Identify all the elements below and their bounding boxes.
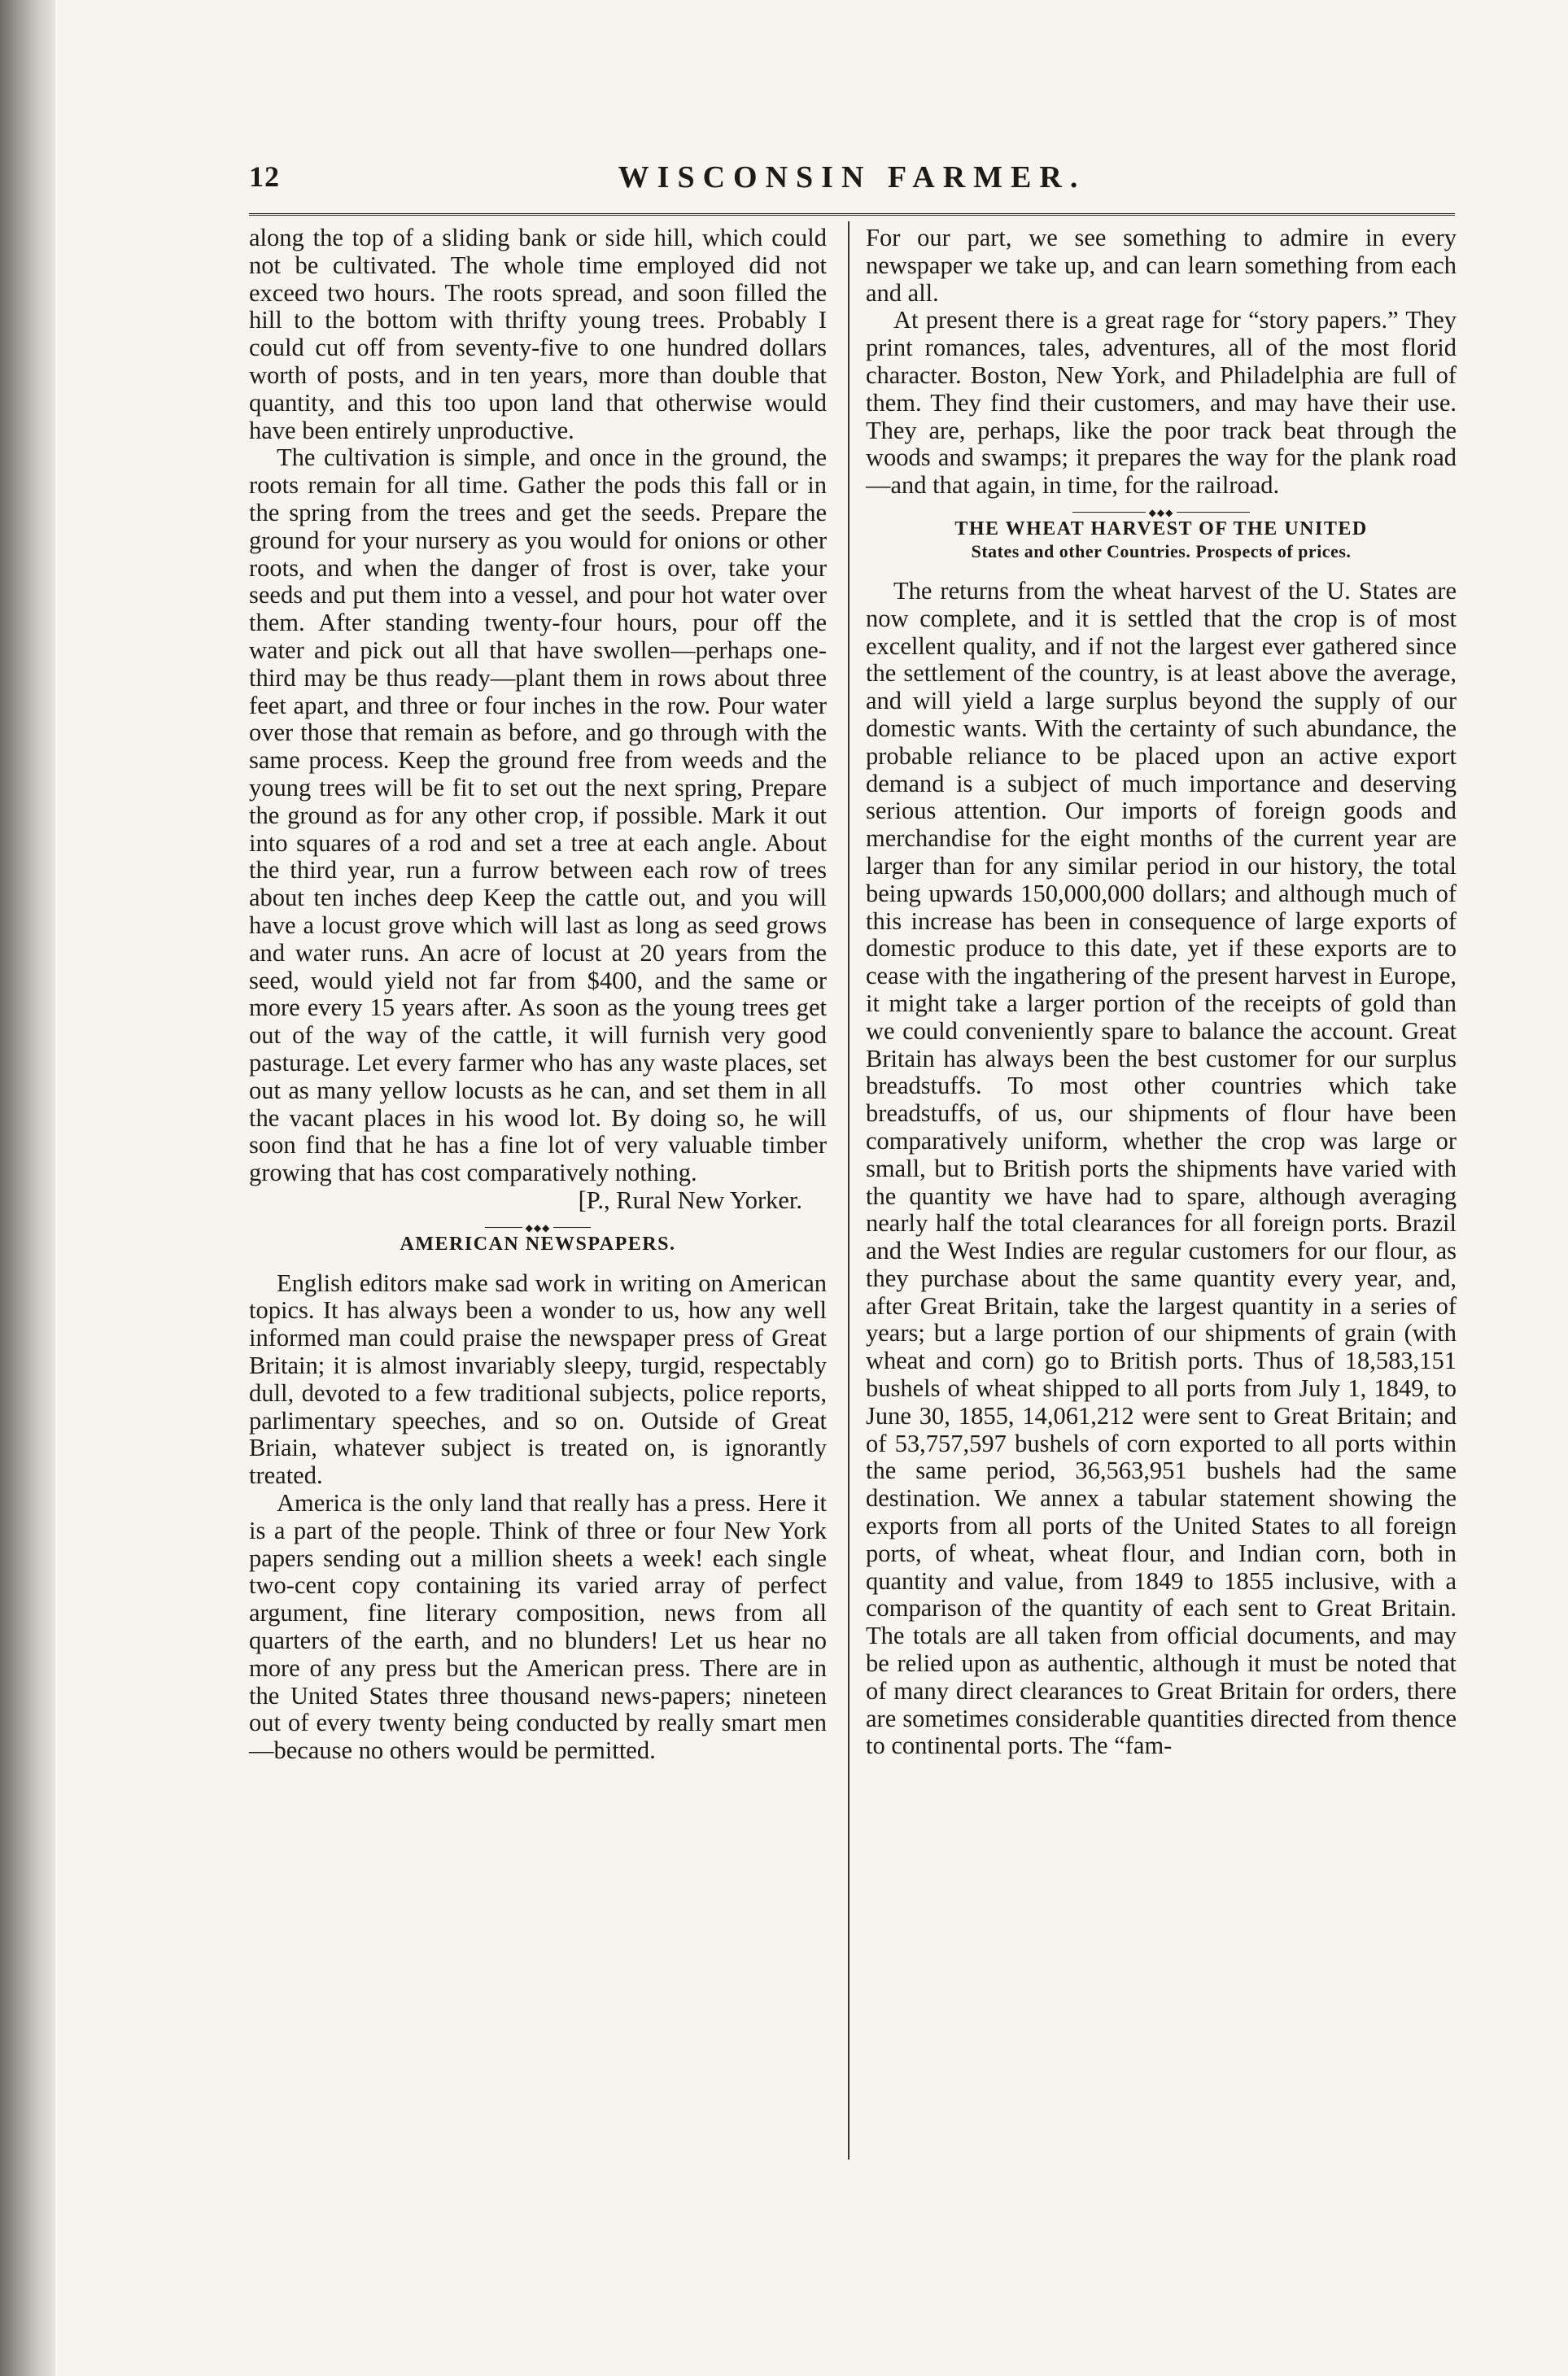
- header-rule: [249, 213, 1455, 216]
- left-column: [249, 225, 827, 1765]
- section-heading-american-newspapers: [249, 1223, 827, 1256]
- section-title: THE WHEAT HARVEST OF THE UNITED: [954, 518, 1368, 539]
- section-subtitle: States and other Countries. Prospects of prices.: [971, 540, 1352, 561]
- page-header: [249, 159, 1455, 200]
- heading-ornament: ◆◆◆: [249, 1223, 827, 1233]
- paragraph: The returns from the wheat harvest of the U. States are now complete, and it is settled that the crop is of most excellent quality, and if not the largest ever gathered since the settlement of the country, is at least above the average, and will yield a large surplus beyond the supply of our domestic wants. With the certainty of such abundance, the probable reliance to be placed upon an active export demand is a subject of much importance and deserving serious attention. Our imports of foreign goods and merchandise for the eight months of the current year are larger than for any similar period in our history, the total being upwards 150,000,000 dollars; and although much of this increase has been in consequence of large exports of domestic produce to this date, yet if these exports are to cease with the ingathering of the present harvest in Europe, it might take a larger portion of the receipts of gold than we could conveniently spare to balance the account. Great Britain has always been the best customer for our surplus breadstuffs. To most other countries which take breadstuffs, of us, our shipments of flour have been comparatively uniform, whether the crop was large or small, but to British ports the shipments have varied with the quantity we have had to spare, although averaging nearly half the total clearances for all foreign ports. Brazil and the West Indies are regular customers for our flour, as they purchase about the same quantity every year, and, after Great Britain, take the largest quantity in a series of years; but a large portion of our shipments of grain (with wheat and corn) go to British ports. Thus of 18,583,151 bushels of wheat shipped to all ports from July 1, 1849, to June 30, 1855, 14,061,212 were sent to Great Britain; and of 53,757,597 bushels of corn exported to all ports within the same period, 36,563,951 bushels had the same destination. We annex a tabular statement showing the exports from all ports of the United States to all foreign ports, of wheat, wheat flour, and Indian corn, both in quantity and value, from 1849 to 1855 inclusive, with a comparison of the quantity of each sent to Great Britain. The totals are all taken from official documents, and may be relied upon as authentic, although it must be noted that of many direct clearances to Great Britain for orders, there are sometimes considerable quantities directed from thence to continental ports. The “fam-: [866, 576, 1457, 1760]
- paragraph: For our part, we see something to admire in every newspaper we take up, and can learn something from each and all.: [866, 224, 1457, 307]
- column-divider: [848, 221, 850, 2160]
- paragraph: along the top of a sliding bank or side hill, which could not be cultivated. The whole time employed did not exceed two hours. The roots spread, and soon filled the hill to the bottom with thrifty young trees. Probably I could cut off from seventy-five to one hundred dollars worth of posts, and in ten years, more than double that quantity, and this too upon land that otherwise would have been entirely unproductive.: [249, 224, 827, 444]
- paragraph: The cultivation is simple, and once in the ground, the roots remain for all time. Gather the pods this fall or in the spring from the trees and get the seeds. Prepare the ground for your nursery as you would for onions or other roots, and when the danger of frost is over, take your seeds and put them into a vessel, and pour hot water over them. After standing twenty-four hours, pour off the water and pick out all that have swollen—perhaps one-third may be thus ready—plant them in rows about three feet apart, and three or four inches in the row. Pour water over those that remain as before, and go through with the same process. Keep the ground free from weeds and the young trees will be fit to set out the next spring, Prepare the ground as for any other crop, if possible. Mark it out into squares of a rod and set a tree at each angle. About the third year, run a furrow between each row of trees about ten inches deep Keep the cattle out, and you will have a locust grove which will last as long as seed grows and water runs. An acre of locust at 20 years from the seed, would yield not far from $400, and the same or more every 15 years after. As soon as the young trees get out of the way of the cattle, it will furnish very good pasturage. Let every farmer who has any waste places, set out as many yellow locusts as he can, and set them in all the vacant places in his wood lot. By doing so, he will soon find that he has a fine lot of very valuable timber growing that has cost comparatively nothing.: [249, 443, 827, 1187]
- paragraph: English editors make sad work in writing on American topics. It has always been a wonder to us, how any well informed man could praise the newspaper press of Great Britain; it is almost invariably sleepy, turgid, respectably dull, devoted to a few traditional subjects, police reports, parlimentary speeches, and so on. Outside of Great Briain, whatever subject is treated on, is ignorantly treated.: [249, 1269, 827, 1490]
- source-credit: [P., Rural New Yorker.: [578, 1186, 802, 1214]
- book-binding-edge: [0, 0, 55, 2376]
- section-heading-wheat-harvest: [866, 508, 1457, 563]
- heading-ornament: ◆◆◆: [866, 508, 1457, 518]
- right-column: [866, 225, 1457, 1760]
- page-number: 12: [249, 160, 280, 193]
- paragraph: At present there is a great rage for “story papers.” They print romances, tales, adventures, all of the most florid character. Boston, New York, and Philadelphia are full of them. They find their customers, and may have their use. They are, perhaps, like the poor track beat through the woods and swamps; it prepares the way for the plank road—and that again, in time, for the railroad.: [866, 306, 1457, 500]
- paragraph: America is the only land that really has a press. Here it is a part of the people. Think of three or four New York papers sending out a million sheets a week! each single two-cent copy containing its varied array of perfect argument, fine literary composition, news from all quarters of the earth, and no blunders! Let us hear no more of any press but the American press. There are in the United States three thousand news-papers; nineteen out of every twenty being conducted by really smart men—because no others would be permitted.: [249, 1489, 827, 1765]
- section-title: AMERICAN NEWSPAPERS.: [400, 1233, 676, 1255]
- running-title: WISCONSIN FARMER.: [618, 160, 1086, 194]
